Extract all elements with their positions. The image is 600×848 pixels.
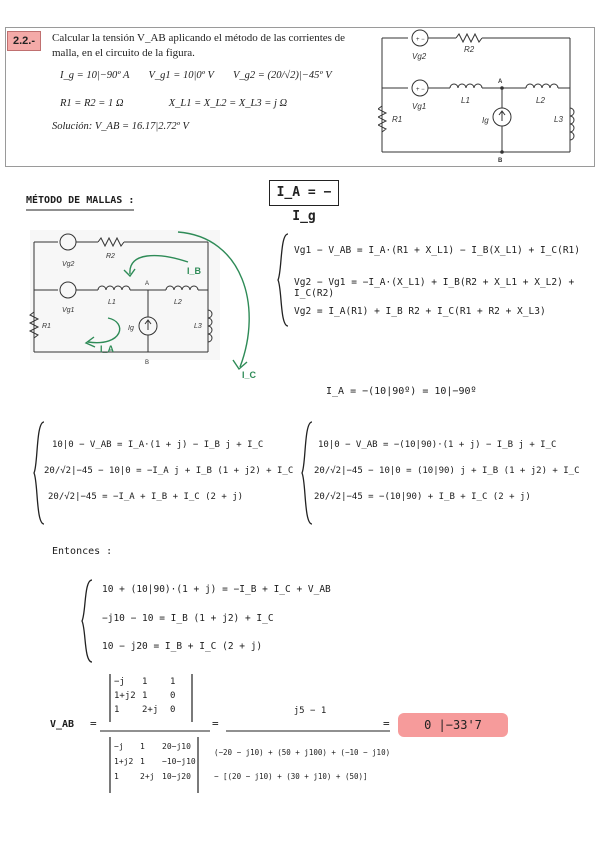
den-cell: 10−j20	[162, 772, 191, 781]
num-cell: 1	[170, 677, 176, 687]
param-ig: I_g = 10|−90º A	[60, 70, 130, 81]
param-xl: X_L1 = X_L2 = X_L3 = j Ω	[168, 98, 288, 109]
num-cell: 1+j2	[114, 691, 136, 701]
den-cell: 1+j2	[114, 757, 134, 766]
numeric-right-eq-2: 20/√2|−45 − 10|0 = (10|90) j + I_B (1 + j2) + I_C	[314, 466, 580, 476]
num-cell: 1	[142, 677, 148, 687]
label-ig: Ig	[482, 116, 489, 125]
method-title: MÉTODO DE MALLAS :	[26, 195, 135, 206]
numeric-left-eq-2: 20/√2|−45 − 10|0 = −I_A j + I_B (1 + j2) + I_C	[44, 466, 294, 476]
fraction-numerator: j5 − 1	[293, 706, 327, 716]
fraction-line-2	[226, 729, 392, 733]
label-r1: R1	[42, 323, 51, 330]
mesh-b-label: I_B	[187, 266, 202, 276]
label-ig: Ig	[128, 325, 134, 332]
l3-inductor-icon	[570, 108, 574, 140]
system-brace	[80, 578, 94, 664]
numeric-right-brace	[300, 420, 314, 526]
system-eq-3: 10 − j20 = I_B + I_C (2 + j)	[102, 641, 263, 652]
label-l2: L2	[174, 299, 182, 306]
den-cell: 1	[114, 772, 119, 781]
system-eq-1: 10 + (10|90)·(1 + j) = −I_B + I_C + V_AB	[102, 584, 331, 595]
general-eq-2: Vg2 − Vg1 = −I_A·(X_L1) + I_B(R2 + X_L1 + X_L2) + I_C(R2)	[294, 277, 575, 299]
numeric-right-eq-1: 10|0 − V_AB = −(10|90)·(1 + j) − I_B j + I_C	[318, 440, 557, 450]
problem-number: 2.2.-	[7, 31, 41, 51]
parameters-line-1	[60, 70, 390, 81]
den-row-1	[114, 742, 198, 751]
num-row-3	[114, 705, 190, 715]
node-a	[500, 86, 504, 90]
num-cell: 1	[114, 705, 120, 715]
label-b: B	[145, 360, 150, 366]
circuit-diagram	[378, 28, 592, 166]
numeric-left-eq-3: 20/√2|−45 = −I_A + I_B + I_C (2 + j)	[48, 492, 244, 502]
label-l3: L3	[554, 115, 563, 124]
problem-statement: Calcular la tensión V_AB aplicando el método de las corrientes de malla, en el circuito de la figura.	[52, 32, 346, 59]
solution-line: Solución: V_AB = 16.17|2.72º V	[52, 121, 189, 132]
method-title-underline	[26, 208, 136, 212]
equals-sign-2: =	[212, 717, 219, 730]
den-cell: −10−j10	[162, 757, 196, 766]
mesh-circuit-diagram	[28, 222, 278, 382]
param-vg2: V_g2 = (20/√2)|−45º V	[232, 70, 332, 81]
fraction-line-1	[100, 729, 212, 733]
label-r2: R2	[106, 253, 115, 260]
numeric-right-eq-3: 20/√2|−45 = −(10|90) + I_B + I_C (2 + j)	[314, 492, 531, 502]
num-cell: 2+j	[142, 705, 159, 715]
numeric-left-eq-1: 10|0 − V_AB = I_A·(1 + j) − I_B j + I_C	[52, 440, 264, 450]
num-cell: 0	[170, 705, 176, 715]
r2-resistor-icon	[456, 34, 482, 42]
result-highlight: 0 |−33'7	[398, 713, 508, 737]
node-b	[500, 150, 504, 154]
general-eq-3: Vg2 = I_A(R1) + I_B R2 + I_C(R1 + R2 + X_L3)	[294, 306, 546, 317]
label-vg2: Vg2	[62, 261, 75, 268]
label-r1: R1	[392, 115, 403, 124]
num-cell: 0	[170, 691, 176, 701]
ia-value: I_A = −(10|90º) = 10|−90º	[326, 386, 477, 397]
equals-sign-3: =	[383, 717, 390, 730]
num-cell: −j	[114, 677, 125, 687]
param-vg1: V_g1 = 10|0º V	[148, 70, 214, 81]
general-eq-1: Vg1 − V_AB = I_A·(R1 + X_L1) − I_B(X_L1) + I_C(R1)	[294, 245, 580, 256]
label-a: A	[498, 79, 503, 85]
denominator-matrix	[114, 742, 198, 781]
mesh-c-label: I_C	[242, 370, 257, 380]
num-cell: 1	[142, 691, 148, 701]
fraction-denominator-1: (−20 − j10) + (50 + j100) + (−10 − j10)	[214, 748, 391, 757]
den-row-3	[114, 772, 198, 781]
den-row-2	[114, 757, 198, 766]
svg-text:+ −: + −	[416, 37, 425, 43]
l2-inductor-icon	[526, 84, 558, 88]
equals-sign: =	[90, 717, 97, 730]
system-eq-2: −j10 − 10 = I_B (1 + j2) + I_C	[102, 613, 274, 624]
num-row-1	[114, 677, 190, 687]
den-cell: 2+j	[140, 772, 155, 781]
den-cell: 1	[140, 757, 145, 766]
parameters-line-2	[60, 98, 390, 109]
label-r2: R2	[464, 45, 475, 54]
general-eqs-brace	[276, 232, 290, 328]
num-row-2	[114, 691, 190, 701]
svg-text:+ −: + −	[416, 87, 425, 93]
label-l1: L1	[108, 299, 116, 306]
label-vg2: Vg2	[412, 52, 427, 61]
den-cell: 20−j10	[162, 742, 191, 751]
den-cell: 1	[140, 742, 145, 751]
param-r: R1 = R2 = 1 Ω	[60, 98, 124, 109]
label-l3: L3	[194, 323, 202, 330]
vab-label: V_AB	[50, 719, 75, 730]
den-cell: −j	[114, 742, 124, 751]
label-vg1: Vg1	[62, 307, 75, 314]
mesh-a-label: I_A	[100, 344, 115, 354]
numerator-matrix	[114, 677, 190, 715]
label-a: A	[145, 281, 150, 287]
fraction-denominator-2: − [(20 − j10) + (30 + j10) + (50)]	[214, 772, 368, 781]
label-l2: L2	[536, 96, 545, 105]
l1-inductor-icon	[450, 84, 482, 88]
ia-equals-box: I_A = − I_g	[269, 180, 339, 206]
label-vg1: Vg1	[412, 102, 427, 111]
entonces-label: Entonces :	[52, 546, 113, 557]
label-l1: L1	[461, 96, 470, 105]
label-b: B	[498, 158, 503, 164]
